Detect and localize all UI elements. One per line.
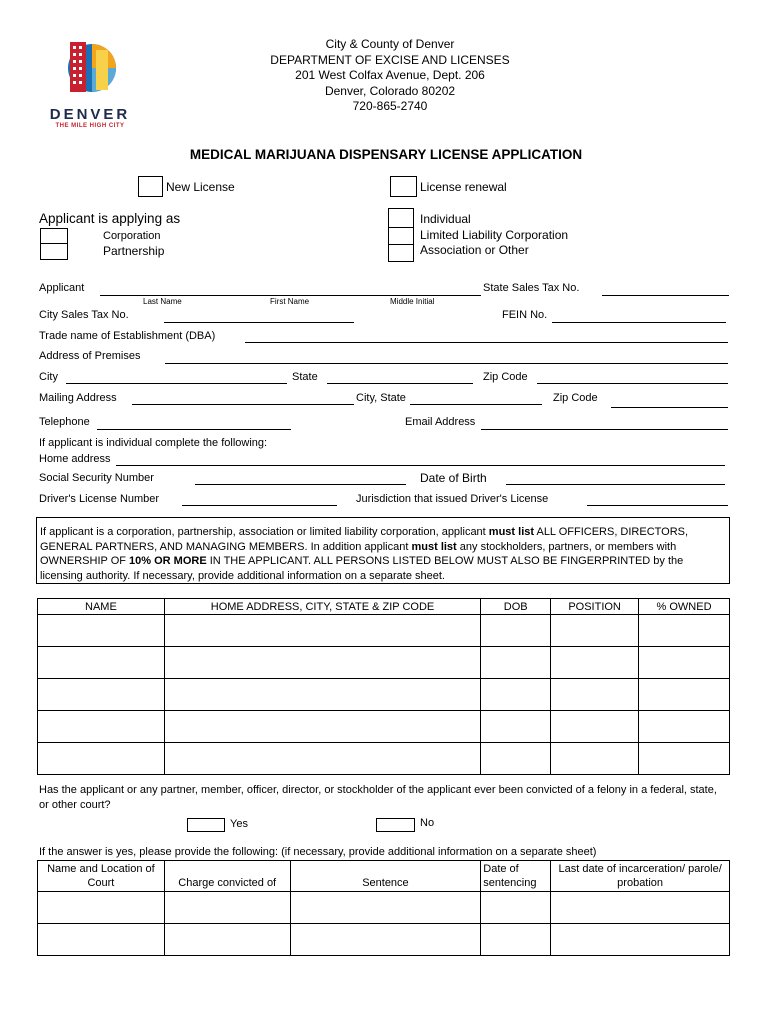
state-field[interactable] xyxy=(327,383,473,384)
table-cell[interactable] xyxy=(38,647,165,679)
corporation-checkbox[interactable] xyxy=(40,228,68,244)
table-cell[interactable] xyxy=(639,743,730,775)
conviction-table xyxy=(37,860,730,956)
city-sales-tax-field[interactable] xyxy=(164,322,354,323)
table-row xyxy=(38,615,730,647)
table-cell[interactable] xyxy=(38,743,165,775)
state-label: State xyxy=(292,371,318,383)
header-line-2: DEPARTMENT OF EXCISE AND LICENSES xyxy=(270,52,510,67)
middle-initial-hint: Middle Initial xyxy=(390,297,435,306)
new-license-label: New License xyxy=(166,180,235,194)
city-sales-tax-label: City Sales Tax No. xyxy=(39,309,129,321)
license-renewal-checkbox[interactable] xyxy=(390,176,417,197)
table-row xyxy=(38,924,730,956)
table-cell[interactable] xyxy=(38,711,165,743)
notice-text-3: any stockholders, partners, or members with OWNERSHIP OF xyxy=(40,540,677,567)
license-renewal-label: License renewal xyxy=(420,180,507,194)
officers-notice xyxy=(36,517,730,584)
address-premises-field[interactable] xyxy=(165,363,728,364)
applicant-label: Applicant xyxy=(39,282,85,294)
table-cell[interactable] xyxy=(481,615,551,647)
individual-note: If applicant is individual complete the following: xyxy=(39,437,268,449)
felony-yes-label: Yes xyxy=(230,818,248,830)
table-cell[interactable] xyxy=(481,647,551,679)
city-label: City xyxy=(39,371,58,383)
table-cell[interactable] xyxy=(551,892,730,924)
dob-field[interactable] xyxy=(506,484,725,485)
dl-number-field[interactable] xyxy=(182,505,337,506)
table-cell[interactable] xyxy=(164,679,480,711)
association-checkbox[interactable] xyxy=(388,244,414,262)
header-line-3: 201 West Colfax Avenue, Dept. 206 xyxy=(295,68,485,82)
llc-label: Limited Liability Corporation xyxy=(420,228,569,242)
zip-field[interactable] xyxy=(537,383,728,384)
table-cell[interactable] xyxy=(164,615,480,647)
fein-field[interactable] xyxy=(552,322,726,323)
association-label: Association or Other xyxy=(420,243,529,257)
notice-bold-1: must list xyxy=(488,526,535,538)
applicant-field[interactable] xyxy=(100,295,481,296)
home-address-label: Home address xyxy=(39,453,111,465)
llc-checkbox[interactable] xyxy=(388,227,414,245)
table-cell[interactable] xyxy=(481,679,551,711)
ssn-label: Social Security Number xyxy=(39,472,154,484)
col-header-position: POSITION xyxy=(551,599,639,615)
col-header-sentence: Sentence xyxy=(290,861,481,892)
table-row xyxy=(38,743,730,775)
applying-as-label: Applicant is applying as xyxy=(39,211,181,226)
mailing-address-field[interactable] xyxy=(132,404,354,405)
zip-label-2: Zip Code xyxy=(553,392,598,404)
fein-label: FEIN No. xyxy=(502,309,548,321)
col-header-court: Name and Location of Court xyxy=(38,861,165,892)
table-cell[interactable] xyxy=(551,711,639,743)
individual-checkbox[interactable] xyxy=(388,208,414,228)
trade-name-label: Trade name of Establishment (DBA) xyxy=(39,330,216,342)
table-cell[interactable] xyxy=(164,711,480,743)
home-address-field[interactable] xyxy=(116,465,725,466)
col-header-address: HOME ADDRESS, CITY, STATE & ZIP CODE xyxy=(164,599,480,615)
new-license-checkbox[interactable] xyxy=(138,176,163,197)
table-cell[interactable] xyxy=(551,647,639,679)
table-cell[interactable] xyxy=(38,892,165,924)
notice-bold-2: must list xyxy=(411,540,457,553)
col-header-sentencing-date: Date of sentencing xyxy=(481,861,551,892)
dl-number-label: Driver's License Number xyxy=(39,493,160,505)
city-state-field[interactable] xyxy=(410,404,542,405)
table-cell[interactable] xyxy=(38,679,165,711)
table-cell[interactable] xyxy=(164,647,480,679)
header-line-5: 720-865-2740 xyxy=(352,99,428,113)
email-field[interactable] xyxy=(481,429,728,430)
mailing-address-label: Mailing Address xyxy=(39,392,117,404)
logo-tagline: THE MILE HIGH CITY xyxy=(55,123,125,129)
notice-text-1: If applicant is a corporation, partnership, association or limited liability corporation, applicant xyxy=(40,526,489,538)
table-cell[interactable] xyxy=(551,615,639,647)
zip-field-2[interactable] xyxy=(611,407,728,408)
felony-question: Has the applicant or any partner, member, officer, director, or stockholder of the applicant ever been convicted of a felony in a federal, state, or other court? xyxy=(39,784,717,811)
jurisdiction-field[interactable] xyxy=(587,505,728,506)
table-cell[interactable] xyxy=(164,924,290,956)
col-header-incarceration: Last date of incarceration/ parole/ probation xyxy=(551,861,730,892)
table-cell[interactable] xyxy=(164,892,290,924)
ssn-field[interactable] xyxy=(195,484,406,485)
header-line-1: City & County of Denver xyxy=(325,37,455,51)
table-cell[interactable] xyxy=(290,892,481,924)
individual-label: Individual xyxy=(420,212,471,226)
telephone-field[interactable] xyxy=(97,429,291,430)
table-cell[interactable] xyxy=(639,647,730,679)
table-cell[interactable] xyxy=(290,924,481,956)
felony-no-label: No xyxy=(420,817,435,829)
email-label: Email Address xyxy=(405,416,476,428)
table-cell[interactable] xyxy=(551,924,730,956)
dob-label: Date of Birth xyxy=(420,471,487,485)
address-premises-label: Address of Premises xyxy=(39,350,141,362)
table-row xyxy=(38,647,730,679)
col-header-charge: Charge convicted of xyxy=(164,861,290,892)
logo-name: DENVER xyxy=(49,106,131,123)
table-row xyxy=(38,711,730,743)
form-title: MEDICAL MARIJUANA DISPENSARY LICENSE APPLICATION xyxy=(189,147,583,162)
table-cell[interactable] xyxy=(639,679,730,711)
table-cell[interactable] xyxy=(38,924,165,956)
corporation-label: Corporation xyxy=(103,230,161,242)
jurisdiction-label: Jurisdiction that issued Driver's License xyxy=(356,493,549,505)
table-cell[interactable] xyxy=(639,711,730,743)
col-header-dob: DOB xyxy=(481,599,551,615)
table-cell[interactable] xyxy=(164,743,480,775)
notice-text-2: ALL OFFICERS, DIRECTORS, GENERAL PARTNERS, AND MANAGING MEMBERS. In addition applicant xyxy=(40,526,689,553)
first-name-hint: First Name xyxy=(270,297,310,306)
trade-name-field[interactable] xyxy=(245,342,728,343)
telephone-label: Telephone xyxy=(39,416,90,428)
felony-followup: If the answer is yes, please provide the following: (if necessary, provide additional information on a separate sheet) xyxy=(39,846,597,858)
col-header-name: NAME xyxy=(38,599,165,615)
partnership-label: Partnership xyxy=(103,244,165,258)
city-field[interactable] xyxy=(66,383,287,384)
table-cell[interactable] xyxy=(481,743,551,775)
header-line-4: Denver, Colorado 80202 xyxy=(324,83,456,98)
felony-yes-checkbox[interactable] xyxy=(187,818,225,832)
table-cell[interactable] xyxy=(38,615,165,647)
table-cell[interactable] xyxy=(481,892,551,924)
department-header xyxy=(230,37,550,115)
table-row xyxy=(38,679,730,711)
officers-table xyxy=(37,598,730,775)
notice-bold-3: 10% OR MORE xyxy=(129,555,207,567)
state-sales-tax-field[interactable] xyxy=(602,295,729,296)
col-header-owned: % OWNED xyxy=(639,599,730,615)
table-cell[interactable] xyxy=(481,924,551,956)
state-sales-tax-label: State Sales Tax No. xyxy=(483,282,580,294)
city-state-label: City, State xyxy=(356,392,406,404)
table-cell[interactable] xyxy=(551,679,639,711)
felony-no-checkbox[interactable] xyxy=(376,818,415,832)
table-cell[interactable] xyxy=(551,743,639,775)
notice-text-4: IN THE APPLICANT. ALL PERSONS LISTED BELOW MUST ALSO BE FINGERPRINTED by the licensing authority. If necessary, provide additional information on a separate sheet. xyxy=(40,555,684,582)
last-name-hint: Last Name xyxy=(143,297,182,306)
table-cell[interactable] xyxy=(481,711,551,743)
table-row xyxy=(38,892,730,924)
zip-label: Zip Code xyxy=(483,371,528,383)
table-cell[interactable] xyxy=(639,615,730,647)
partnership-checkbox[interactable] xyxy=(40,243,68,260)
